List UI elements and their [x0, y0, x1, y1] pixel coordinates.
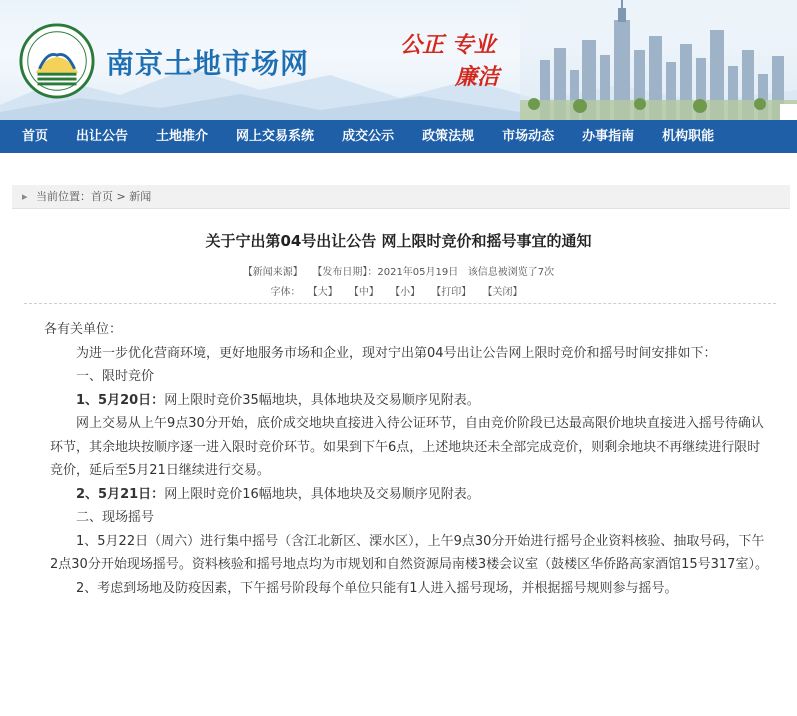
article-title: 关于宁出第04号出让公告 网上限时竞价和摇号事宜的通知	[205, 232, 592, 250]
meta-source: 【新闻来源】	[242, 267, 303, 278]
item-may20-text: 网上限时竞价35幅地块，具体地块及交易顺序见附表。	[164, 392, 480, 408]
breadcrumb-prefix: 当前位置：	[36, 190, 91, 203]
nav-item-market-news[interactable]: 市场动态	[502, 129, 555, 144]
city-skyline-image	[520, 0, 797, 120]
breadcrumb	[12, 185, 790, 209]
breadcrumb-news-link[interactable]: 新闻	[129, 190, 152, 203]
item-may20-label: 1、5月20日：	[76, 392, 165, 408]
slogan-line-1: 公正 专业	[400, 32, 496, 58]
print-button[interactable]: 【打印】	[431, 287, 472, 298]
site-logo-icon	[18, 22, 96, 100]
nav-item-promotion[interactable]: 土地推介	[156, 129, 209, 144]
nav-item-functions[interactable]: 机构职能	[662, 129, 715, 144]
meta-views: 该信息被浏览了7次	[467, 267, 555, 278]
salutation: 各有关单位：	[44, 322, 123, 337]
nav-item-online-trading[interactable]: 网上交易系统	[236, 129, 315, 144]
item-may22: 1、5月22日（周六）进行集中摇号（含江北新区、溧水区），上午9点30分开始进行摇号企业资料核验、抽取号码，下午2点30分开始现场摇号。资料核验和摇号地点均为市规划和自然资源局南楼3楼会议室（鼓楼区华侨路高家酒馆15号317室）。	[50, 533, 768, 572]
site-title: 南京土地市场网	[106, 47, 310, 80]
close-button[interactable]: 【关闭】	[482, 287, 523, 298]
item-may21	[50, 483, 770, 507]
font-controls	[0, 283, 797, 298]
nav-item-deal-publicity[interactable]: 成交公示	[342, 129, 395, 144]
trade-paragraph: 网上交易从上午9点30分开始，底价成交地块直接进入待公证环节，自由竞价阶段已达最高限价地块直接进入摇号待确认环节，其余地块按顺序逐一进入限时竞价环节。如果到下午6点，上述地块还未全部完成竞价，则剩余地块不再继续进行限时竞价，延后至5月21日继续进行交易。	[50, 416, 764, 478]
nav-item-guide[interactable]: 办事指南	[582, 129, 635, 144]
font-medium-button[interactable]: 【中】	[348, 287, 379, 298]
article-meta	[0, 263, 797, 278]
main-nav	[0, 120, 797, 153]
font-large-button[interactable]: 【大】	[307, 287, 338, 298]
font-label: 字体：	[270, 287, 301, 298]
meta-date: 【发布日期】：2021年05月19日	[312, 267, 459, 278]
slogan-line-2: 廉洁	[455, 64, 500, 90]
breadcrumb-home-link[interactable]: 首页	[91, 190, 113, 203]
content-divider	[24, 303, 776, 304]
nav-item-home[interactable]: 首页	[22, 129, 49, 144]
item-may21-text: 网上限时竞价16幅地块，具体地块及交易顺序见附表。	[164, 486, 480, 502]
section-title-lottery: 二、现场摇号	[76, 510, 155, 525]
nav-item-notices[interactable]: 出让公告	[76, 129, 129, 144]
font-small-button[interactable]: 【小】	[390, 287, 421, 298]
article-body	[44, 318, 770, 600]
intro-paragraph: 为进一步优化营商环境，更好地服务市场和企业，现对宁出第04号出让公告网上限时竞价和摇号时间安排如下：	[76, 345, 717, 361]
item-epidemic: 2、考虑到场地及防疫因素，下午摇号阶段每个单位只能有1人进入摇号现场，并根据摇号规则参与摇号。	[76, 580, 678, 596]
breadcrumb-separator: >	[113, 190, 130, 203]
header-banner	[0, 0, 797, 120]
item-may21-label: 2、5月21日：	[76, 486, 165, 502]
item-may20	[50, 389, 770, 413]
nav-item-policies[interactable]: 政策法规	[422, 129, 475, 144]
section-title-bidding: 一、限时竞价	[76, 369, 155, 384]
location-icon: ▸	[22, 190, 28, 203]
